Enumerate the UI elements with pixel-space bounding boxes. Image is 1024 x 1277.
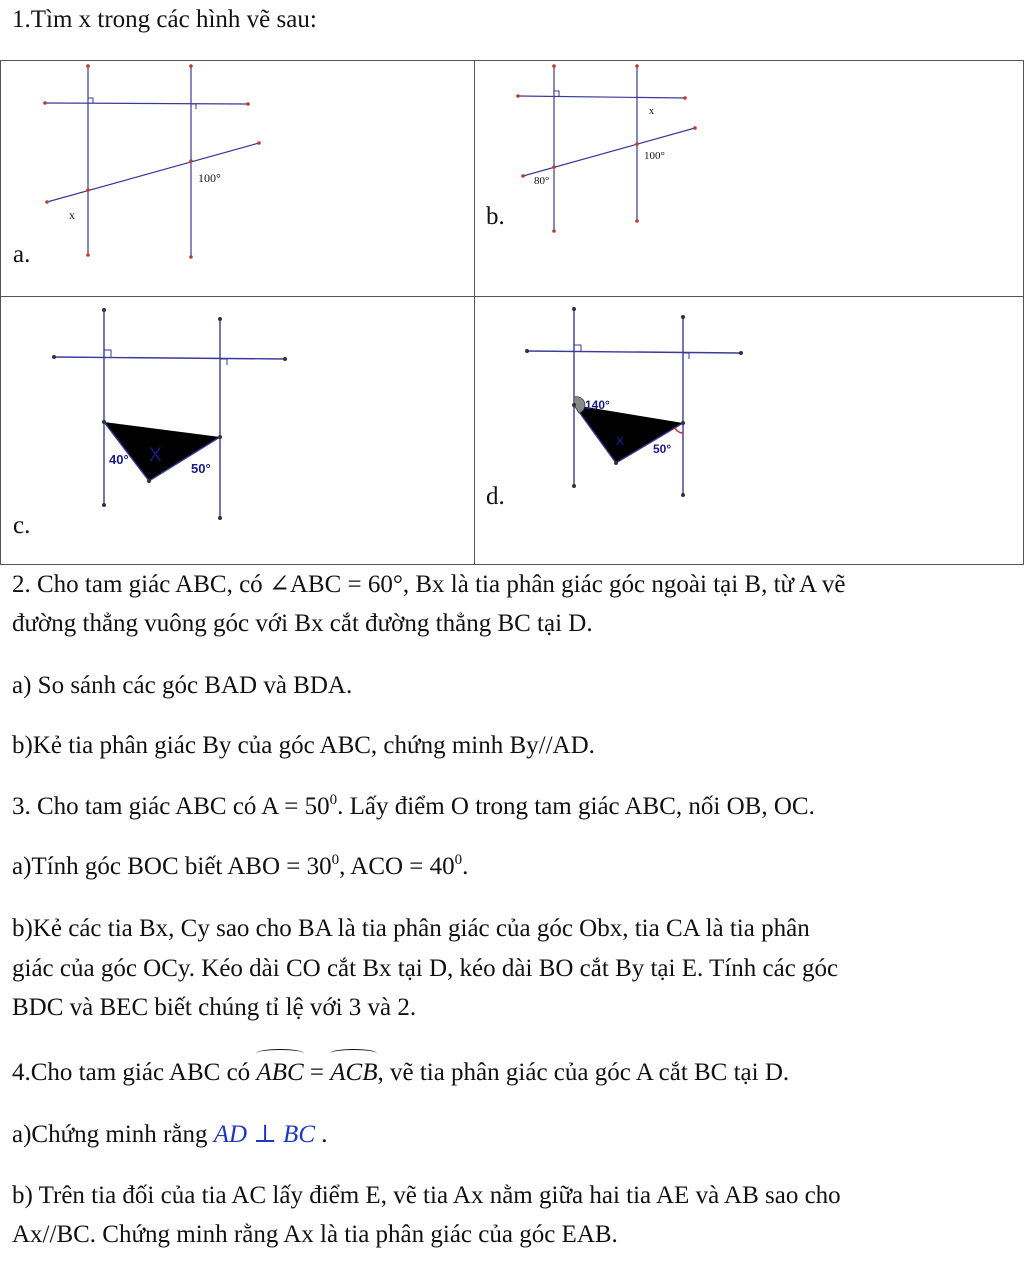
figure-d-angle-2-label: 50°	[653, 442, 672, 456]
exercise-1-title: 1.Tìm x trong các hình vẽ sau:	[12, 6, 317, 33]
figure-b	[475, 61, 1024, 296]
figure-c-label: c.	[13, 512, 31, 539]
figure-a-drawing	[1, 61, 474, 296]
figure-b-angle-second-label: 80°	[534, 175, 550, 187]
problem-3-part-a: a)Tính góc BOC biết ABO = $30^0$, ACO = $40^0$.	[12, 852, 469, 880]
problem-2-part-a: a) So sánh các góc BAD và BDA.	[12, 672, 353, 699]
figure-d-label: d.	[486, 483, 505, 510]
figure-d	[475, 297, 1024, 565]
figure-b-unknown-label: x	[649, 106, 654, 117]
figure-c-drawing	[1, 297, 474, 565]
figure-b-label: b.	[486, 203, 505, 230]
problem-3-part-b-line-1: b)Kẻ các tia Bx, Cy sao cho BA là tia phân giác của góc Obx, tia CA là tia phân	[12, 915, 810, 942]
problem-2-line-2: đường thẳng vuông góc với Bx cắt đường thẳng BC tại D.	[12, 610, 593, 637]
figure-c-unknown-label: X	[149, 445, 162, 466]
problem-2-part-b: b)Kẻ tia phân giác By của góc ABC, chứng minh By//AD.	[12, 732, 595, 759]
figure-b-drawing	[475, 61, 1024, 296]
figure-c	[1, 297, 474, 565]
figure-d-drawing	[475, 297, 1024, 565]
problem-3-part-b-line-2: giác của góc OCy. Kéo dài CO cắt Bx tại D, kéo dài BO cắt By tại E. Tính các góc	[12, 955, 839, 982]
problem-4-part-a: a)Chứng minh rằng AD ⊥ BC .	[12, 1121, 328, 1148]
figure-c-angle-2-label: 50°	[191, 461, 211, 476]
problem-3-part-b-line-3: BDC và BEC biết chúng tỉ lệ với 3 và 2.	[12, 994, 417, 1021]
angle-acb: ACB	[330, 1053, 377, 1093]
problem-4-part-b-line-2: Ax//BC. Chứng minh rằng Ax là tia phân giác của góc EAB.	[12, 1221, 618, 1248]
figures-table	[0, 60, 1024, 565]
figure-b-angle-label: 100°	[644, 150, 665, 162]
perpendicular-formula: AD ⊥ BC	[213, 1121, 316, 1148]
problem-3-intro: 3. Cho tam giác ABC có $A = 50^0$. Lấy điểm O trong tam giác ABC, nối OB, OC.	[12, 792, 815, 820]
problem-4-intro: 4.Cho tam giác ABC có ABC = ACB, vẽ tia phân giác của góc A cắt BC tại D.	[12, 1053, 789, 1093]
problem-4-part-b-line-1: b) Trên tia đối của tia AC lấy điểm E, vẽ tia Ax nằm giữa hai tia AE và AB sao cho	[12, 1182, 841, 1209]
figure-a	[1, 61, 474, 296]
figure-a-label: a.	[13, 241, 31, 268]
figure-d-angle-1-label: 140°	[585, 398, 610, 412]
figure-c-angle-1-label: 40°	[109, 452, 129, 467]
angle-abc: ABC	[256, 1053, 303, 1093]
figure-d-unknown-label: x	[616, 432, 624, 449]
problem-2-line-1: 2. Cho tam giác ABC, có ∠ABC = 60°, Bx là tia phân giác góc ngoài tại B, từ A vẽ	[12, 571, 846, 598]
figure-a-angle-label: 100°	[198, 171, 221, 185]
figure-a-unknown-label: x	[69, 208, 75, 222]
